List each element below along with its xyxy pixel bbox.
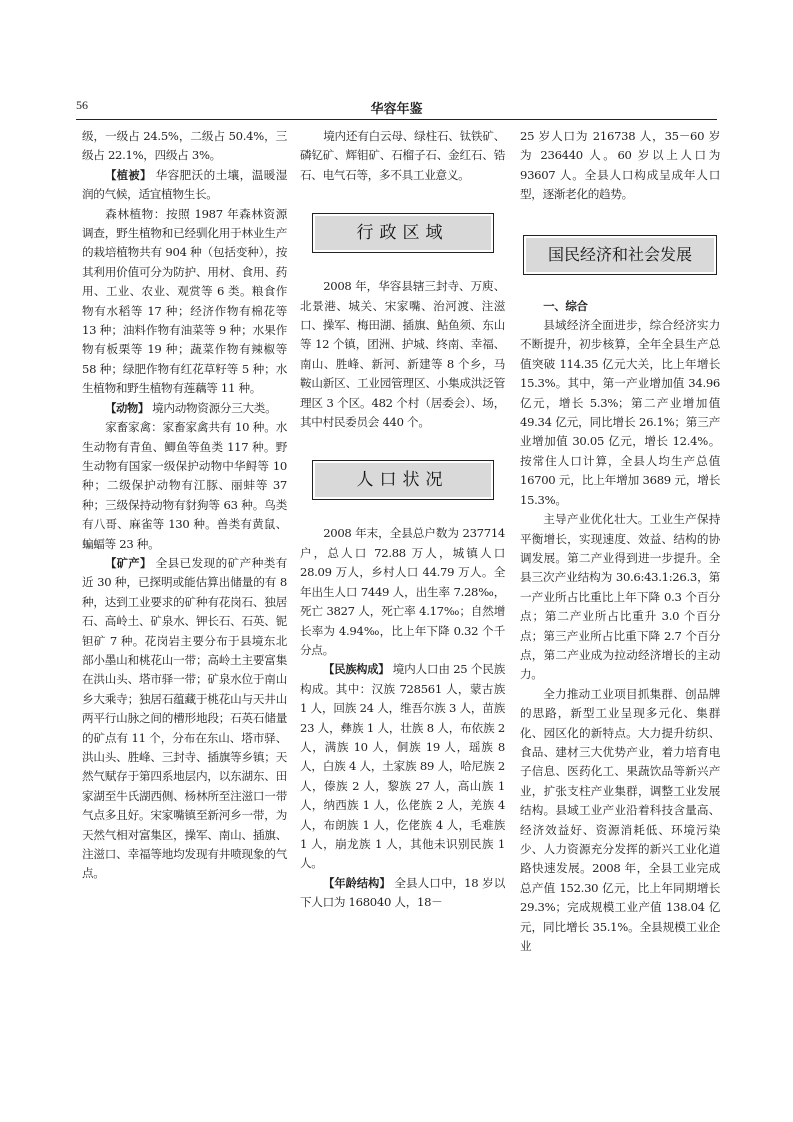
book-title: 华容年鉴: [370, 102, 423, 117]
general-paragraph: 县域经济全面进步，综合经济实力不断提升，初步核算，全年全县生产总值突破 114.35 亿元大关，比上年增长 15.3%。其中，第一产业增加值 34.96 亿元，增长 5.3%；第二产业增加值 49.34 亿元，同比增长 26.1%；第三产业增加值 30.05 亿元，增长 12.4%。按常住人口计算，全县人均生产总值 16700 元，比上年增加 3689 元，增长 15.3%。: [520, 318, 720, 507]
page-number: 56: [76, 98, 88, 112]
population-paragraph: 2008 年末，全县总户数为 237714 户，总人口 72.88 万人，城镇人口 28.09 万人，乡村人口 44.79 万人。全年出生人口 7449 人，出生率 7.28‰，死亡 3827 人，死亡率 4.17‰；自然增长率为 4.94‰，比上年下降 0.32 个千分点。: [300, 526, 505, 657]
minerals-paragraph: [82, 554, 287, 884]
age-paragraph: [300, 874, 505, 913]
vegetation-tag: 【植被】: [105, 168, 152, 182]
section-heading-economy-text: 国民经济和社会发展: [526, 238, 714, 272]
column-2: [300, 127, 505, 913]
animals-tag: 【动物】: [105, 401, 149, 415]
header-divider: [76, 119, 717, 120]
ethnic-text: 境内人口由 25 个民族构成。其中：汉族 728561 人，蒙古族 1 人，回族 24 人，维吾尔族 3 人，苗族 23 人，彝族 1 人，壮族 8 人，布依族 2 人，满族 10 人，侗族 19 人，瑶族 8 人，白族 4 人，土家族 89 人，哈尼族 2 人，傣族 2 人，黎族 27 人，高山族 1 人，纳西族 1 人，仫佬族 2 人，羌族 4 人，布朗族 1 人，仡佬族 4 人，毛难族 1 人，崩龙族 1 人，其他未识别民族 1 人。: [300, 662, 505, 871]
vegetation-paragraph: [82, 166, 287, 205]
section-heading-economy: [523, 235, 717, 275]
column-3: [520, 127, 720, 956]
livestock-paragraph: 家畜家禽：家畜家禽共有 10 种。水生动物有青鱼、鲫鱼等鱼类 117 种。野生动物有国家一级保护动物中华鲟等 10 种；二级保护动物有江豚、丽蚌等 37 种；三级保持动物有豺狗等 63 种。鸟类有八哥、麻雀等 130 种。兽类有黄鼠、蝙蝠等 23 种。: [82, 420, 287, 551]
subhead-general: 一、综合: [543, 298, 588, 313]
age-tag: 【年龄结构】: [323, 876, 391, 890]
soil-grade-paragraph: 级，一级占 24.5%，二级占 50.4%，三级占 22.1%，四级占 3%。: [82, 129, 287, 163]
minerals-text: 全县已发现的矿产种类有近 30 种，已探明或能估算出储量的有 8 种，达到工业要求的矿种有花岗石、独居石、高岭土、矿泉水、钾长石、石英、铌钽矿 7 种。花岗岩主要分布于县境东北部小墨山和桃花山一带；高岭土主要富集在洪山头、塔市驿一带；矿泉水位于南山乡大乘寺；独居石蕴藏于桃花山与天井山两平行山脉之间的槽形地段；石英石储量的矿点有 11 个，分布在东山、塔市驿、洪山头、胜峰、三封寺、插旗等乡镇；天然气赋存于第四系地层内，以东湖东、田家湖至牛氏湖西侧、杨林所至注滋口一带气点多且好。宋家嘴镇至新河乡一带，为天然气相对富集区，操军、南山、插旗、注滋口、幸福等地均发现有井喷现象的气点。: [82, 555, 287, 881]
subhead-general-paragraph: [520, 297, 720, 316]
industry-projects-paragraph: 全力推动工业项目抓集群、创品牌的思路，新型工业呈现多元化、集群化、园区化的新特点。大力提升纺织、食品、建材三大优势产业，着力培育电子信息、医药化工、果蔬饮品等新兴产业，扩张支柱产业集群，调整工业发展结构。县域工业产业沿着科技含量高、经济效益好、资源消耗低、环境污染少、人力资源充分发挥的新兴工业化道路快速发展。2008 年，全县工业完成总产值 152.30 亿元，比上年同期增长 29.3%；完成规模工业产值 138.04 亿元，同比增长 35.1%。全县规模工业企业: [520, 686, 720, 954]
age-continued-paragraph: 25 岁人口为 216738 人，35－60 岁为 236440 人。60 岁以上人口为 93607 人。全县人口构成呈成年人口型，逐渐老化的趋势。: [520, 129, 720, 202]
ethnic-paragraph: [300, 660, 505, 873]
page-header: [76, 98, 717, 120]
minerals-tag: 【矿产】: [105, 556, 152, 570]
industry-structure-paragraph: 主导产业优化壮大。工业生产保持平衡增长，实现速度、效益、结构的协调发展。第二产业得到进一步提升。全县三次产业结构为 30.6:43.1:26.3，第一产业所占比重比上年下降 0.3 个百分点；第二产业所占比重升 3.0 个百分点；第三产业所占比重下降 2.7 个百分点，第二产业成为拉动经济增长的主动力。: [520, 512, 720, 682]
column-1: [82, 127, 287, 884]
forest-plants-paragraph: 森林植物：按照 1987 年森林资源调查，野生植物和已经驯化用于林业生产的栽培植物共有 904 种（包括变种），按其利用价值可分为防护、用材、食用、药用、工业、农业、观赏等 6 类。粮食作物有水稻等 17 种；经济作物有棉花等 13 种；油料作物有油菜等 9 种；水果作物有板栗等 19 种；蔬菜作物有辣椒等 58 种；绿肥作物有红花草籽等 5 种；水生植物和野生植物有莲藕等 11 种。: [82, 206, 287, 396]
section-heading-admin-text: 行政区域: [315, 216, 491, 250]
age-text: 全县人口中，18 岁以下人口为 168040 人，18－: [300, 875, 506, 910]
section-heading-population: [312, 460, 494, 500]
vegetation-text: 华容肥沃的土壤，温暖湿润的气候，适宜植物生长。: [82, 167, 287, 202]
animals-paragraph: [82, 399, 287, 418]
section-heading-population-text: 人口状况: [315, 463, 491, 497]
minerals-continued-paragraph: 境内还有白云母、绿柱石、钛铁矿、磷钇矿、辉钼矿、石榴子石、金红石、锆石、电气石等，多不具工业意义。: [300, 129, 505, 182]
animals-text: 境内动物资源分三大类。: [148, 400, 277, 415]
admin-paragraph: 2008 年，华容县辖三封寺、万庾、北景港、城关、宋家嘴、治河渡、注滋口、操军、梅田湖、插旗、鲇鱼须、东山等 12 个镇，团洲、护城、终南、幸福、南山、胜峰、新河、新建等 8 个乡，马鞍山新区、工业园管理区、小集成洪泛管理区 3 个区。482 个村（居委会）、场，其中村民委员会 440 个。: [300, 279, 505, 430]
section-heading-admin: [312, 213, 494, 253]
ethnic-tag: 【民族构成】: [323, 663, 390, 677]
